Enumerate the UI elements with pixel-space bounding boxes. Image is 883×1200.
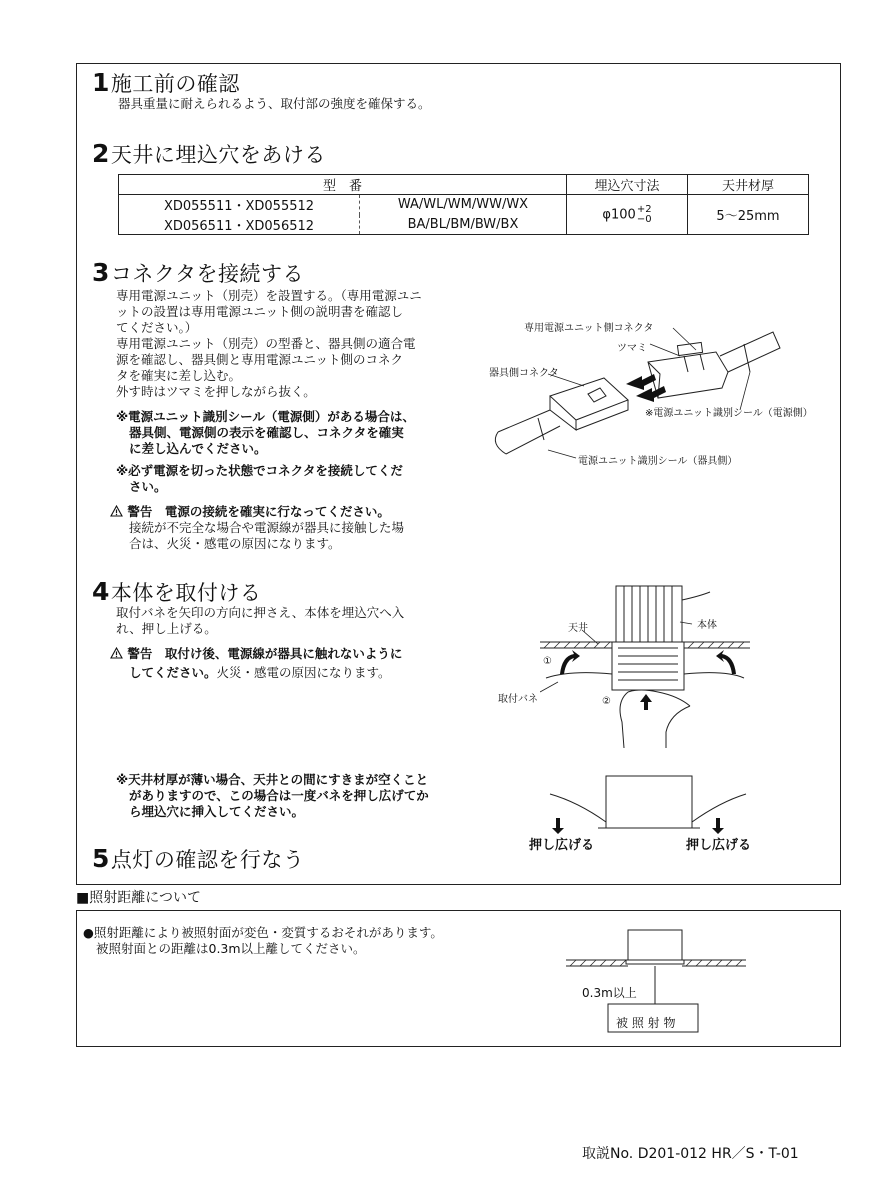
label-distance: 0.3m以上 [582, 986, 637, 1000]
label-irradiated-object: 被 照 射 物 [616, 1016, 676, 1030]
distance-body [83, 925, 443, 957]
label-ceiling: 天井 [568, 623, 588, 634]
thickness-cell: 5～25mm [688, 195, 809, 235]
warning-tail: 火災・感電の原因になります。 [216, 665, 391, 680]
section-5-heading: 5点灯の確認を行なう [92, 844, 305, 873]
connector-diagram [488, 314, 833, 474]
step-1-marker: ① [543, 656, 552, 667]
section-3-body [116, 288, 422, 400]
hole-size-cell: φ100+2 −0 [567, 195, 688, 235]
label-body: 本体 [697, 620, 717, 631]
text-line: 取付バネを矢印の方向に押さえ、本体を埋込穴へ入 [116, 605, 405, 620]
row2-colors: BA/BL/BM/BW/BX [360, 215, 567, 235]
section-3-heading: 3コネクタを接続する [92, 258, 304, 287]
note-line: に差し込んでください。 [129, 441, 267, 456]
col-hole-size: 埋込穴寸法 [567, 175, 688, 195]
section-1-body: 器具重量に耐えられるよう、取付部の強度を確保する。 [118, 96, 431, 111]
section-4-body [116, 605, 404, 637]
hole-size-table [118, 174, 809, 235]
section-1-heading: 1施工前の確認 [92, 68, 240, 97]
section-3-warning [110, 504, 404, 552]
label-fixture-connector: 器具側コネクタ [489, 368, 559, 379]
text-line: 専用電源ユニット（別売）の型番と、器具側の適合電 [116, 336, 416, 351]
text-line: 外す時はツマミを押しながら抜く。 [116, 384, 316, 399]
label-spring: 取付バネ [498, 694, 538, 705]
document-number: 取説No. D201-012 HR／S・T-01 [582, 1146, 799, 1162]
text-line: てください。） [116, 320, 198, 335]
section-3-note-1 [116, 409, 415, 457]
text-line: れ、押し上げる。 [116, 621, 217, 636]
note-line: ら埋込穴に挿入してください。 [129, 804, 305, 819]
row1-model: XD055511・XD055512 [119, 195, 360, 215]
col-ceiling-thickness: 天井材厚 [688, 175, 809, 195]
section-4-heading: 4本体を取付ける [92, 577, 262, 606]
note-line: さい。 [129, 479, 167, 494]
note-line: ※電源ユニット識別シール（電源側）がある場合は、 [116, 409, 415, 424]
warning-triangle-icon [110, 505, 123, 517]
text-line: タを確実に差し込む。 [116, 368, 242, 383]
note-line: がありますので、この場合は一度バネを押し広げてか [129, 788, 429, 803]
text-line: ットの設置は専用電源ユニット側の説明書を確認し [116, 304, 404, 319]
spring-spread-diagram [548, 772, 748, 836]
text-line: 源を確認し、器具側と専用電源ユニット側のコネク [116, 352, 404, 367]
section-2-heading: 2天井に埋込穴をあける [92, 139, 326, 168]
section-4-warning [110, 646, 402, 681]
step-2-marker: ② [602, 696, 611, 707]
label-seal-psu: ※電源ユニット識別シール（電源側） [645, 408, 813, 419]
label-psu-connector: 専用電源ユニット側コネクタ [524, 323, 654, 334]
mounting-diagram [540, 582, 750, 752]
warning-heading: 警告 電源の接続を確実に行なってください。 [127, 504, 390, 519]
text-line: ●照射距離により被照射面が変色・変質するおそれがあります。 [83, 925, 443, 940]
section-3-note-2 [116, 463, 403, 495]
distance-heading: ■照射距離について [76, 890, 201, 906]
row1-colors: WA/WL/WM/WW/WX [360, 195, 567, 215]
warning-line: 接続が不完全な場合や電源線が器具に接触した場 [129, 520, 405, 535]
note-line: ※天井材厚が薄い場合、天井との間にすきまが空くこと [116, 772, 429, 787]
row2-model: XD056511・XD056512 [119, 215, 360, 235]
warning-triangle-icon [110, 647, 123, 659]
label-seal-fixture: 電源ユニット識別シール（器具側） [578, 456, 738, 467]
text-line: 専用電源ユニット（別売）を設置する。（専用電源ユニ [116, 288, 422, 303]
section-4-note [116, 772, 429, 820]
text-line: 被照射面との距離は0.3m以上離してください。 [96, 941, 366, 956]
label-push-left: 押し広げる [529, 838, 595, 853]
label-tab: ツマミ [617, 343, 647, 354]
col-model: 型 番 [119, 175, 567, 195]
note-line: ※必ず電源を切った状態でコネクタを接続してくだ [116, 463, 403, 478]
warning-heading: 警告 取付け後、電源線が器具に触れないように [127, 646, 403, 661]
label-push-right: 押し広げる [686, 838, 752, 853]
warning-line: 合は、火災・感電の原因になります。 [129, 536, 341, 551]
note-line: 器具側、電源側の表示を確認し、コネクタを確実 [129, 425, 404, 440]
warning-bold-tail: してください。 [129, 665, 217, 680]
